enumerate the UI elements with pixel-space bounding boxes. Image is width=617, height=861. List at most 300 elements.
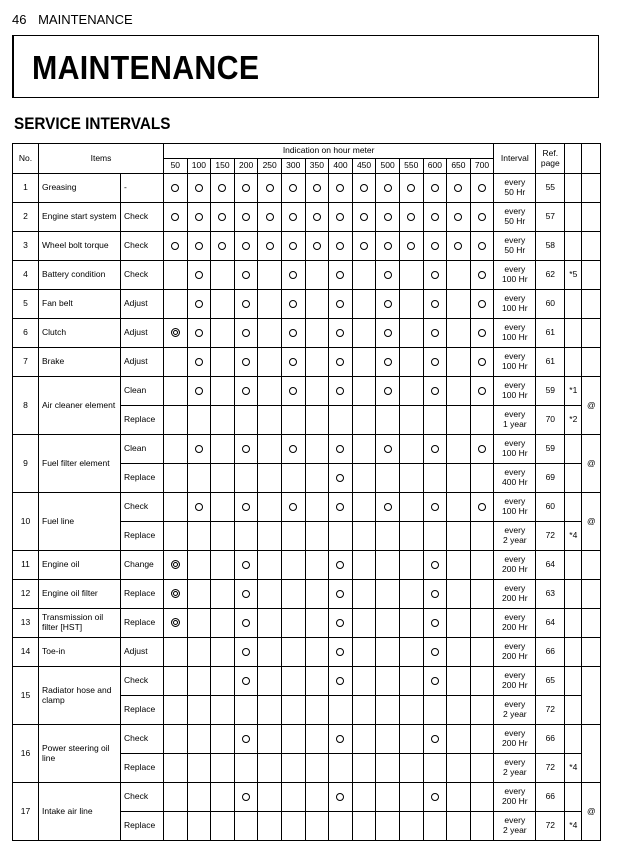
hour-cell bbox=[164, 174, 188, 203]
hour-cell bbox=[258, 203, 282, 232]
ref-page: 69 bbox=[536, 464, 565, 493]
hour-cell bbox=[447, 812, 471, 841]
interval-cell: every 50 Hr bbox=[494, 203, 536, 232]
item-action: Check bbox=[121, 725, 164, 754]
hour-cell bbox=[423, 319, 447, 348]
hour-cell bbox=[447, 667, 471, 696]
hour-cell bbox=[281, 261, 305, 290]
hour-cell bbox=[187, 754, 211, 783]
interval-cell: every 200 Hr bbox=[494, 783, 536, 812]
item-name: Fan belt bbox=[39, 290, 121, 319]
table-row bbox=[13, 493, 601, 522]
table-row bbox=[13, 319, 601, 348]
hour-cell bbox=[234, 754, 258, 783]
hour-cell bbox=[447, 319, 471, 348]
hour-cell bbox=[399, 580, 423, 609]
ref-page: 55 bbox=[536, 174, 565, 203]
circle-icon bbox=[195, 358, 203, 366]
item-action: Check bbox=[121, 667, 164, 696]
circle-icon bbox=[336, 619, 344, 627]
row-number: 11 bbox=[13, 551, 39, 580]
circle-icon bbox=[289, 358, 297, 366]
row-number: 5 bbox=[13, 290, 39, 319]
row-number: 6 bbox=[13, 319, 39, 348]
hour-cell bbox=[399, 261, 423, 290]
hour-cell bbox=[305, 464, 329, 493]
circle-icon bbox=[218, 213, 226, 221]
hour-cell bbox=[187, 319, 211, 348]
hour-cell bbox=[305, 435, 329, 464]
hour-cell bbox=[329, 609, 353, 638]
hour-cell bbox=[281, 696, 305, 725]
header-hour-meter: Indication on hour meter bbox=[164, 144, 494, 159]
hour-cell bbox=[376, 522, 400, 551]
hour-cell bbox=[329, 203, 353, 232]
hour-cell bbox=[470, 232, 494, 261]
hour-cell bbox=[234, 493, 258, 522]
hour-cell bbox=[447, 551, 471, 580]
circle-icon bbox=[407, 242, 415, 250]
circle-icon bbox=[242, 590, 250, 598]
hour-cell bbox=[352, 696, 376, 725]
circle-icon bbox=[289, 184, 297, 192]
circle-icon bbox=[242, 300, 250, 308]
circle-icon bbox=[289, 387, 297, 395]
circle-icon bbox=[384, 358, 392, 366]
item-name: Engine oil filter bbox=[39, 580, 121, 609]
item-name: Intake air line bbox=[39, 783, 121, 841]
item-action: Replace bbox=[121, 812, 164, 841]
hour-cell bbox=[352, 464, 376, 493]
hour-cell bbox=[329, 464, 353, 493]
hour-cell bbox=[234, 319, 258, 348]
hour-cell bbox=[187, 435, 211, 464]
hour-cell bbox=[187, 348, 211, 377]
hour-cell bbox=[234, 638, 258, 667]
interval-cell: every 100 Hr bbox=[494, 377, 536, 406]
hour-cell bbox=[447, 522, 471, 551]
header-note bbox=[565, 144, 582, 174]
hour-cell bbox=[447, 406, 471, 435]
note-mark bbox=[565, 580, 582, 609]
hour-cell bbox=[423, 783, 447, 812]
circle-icon bbox=[195, 184, 203, 192]
circle-icon bbox=[242, 271, 250, 279]
circle-icon bbox=[336, 561, 344, 569]
table-row bbox=[13, 667, 601, 696]
hour-cell bbox=[352, 174, 376, 203]
header-at bbox=[582, 144, 601, 174]
hour-cell bbox=[164, 319, 188, 348]
page-number: 46 bbox=[12, 12, 27, 27]
hour-cell bbox=[447, 725, 471, 754]
hour-cell bbox=[305, 754, 329, 783]
interval-cell: every 50 Hr bbox=[494, 174, 536, 203]
circle-icon bbox=[171, 242, 179, 250]
interval-cell: every 200 Hr bbox=[494, 725, 536, 754]
hour-cell bbox=[305, 696, 329, 725]
hour-cell bbox=[470, 493, 494, 522]
service-intervals-table bbox=[12, 143, 601, 841]
at-mark bbox=[582, 725, 601, 783]
hour-cell bbox=[258, 551, 282, 580]
hour-cell bbox=[329, 522, 353, 551]
item-action: Adjust bbox=[121, 638, 164, 667]
item-name: Air cleaner element bbox=[39, 377, 121, 435]
item-action: Replace bbox=[121, 696, 164, 725]
item-name: Wheel bolt torque bbox=[39, 232, 121, 261]
hour-cell bbox=[164, 232, 188, 261]
hour-cell bbox=[470, 203, 494, 232]
ref-page: 64 bbox=[536, 609, 565, 638]
hour-cell bbox=[258, 377, 282, 406]
hour-cell bbox=[470, 406, 494, 435]
circle-icon bbox=[171, 213, 179, 221]
hour-cell bbox=[234, 522, 258, 551]
hour-cell bbox=[305, 522, 329, 551]
header-hour-600: 600 bbox=[423, 159, 447, 174]
hour-cell bbox=[187, 725, 211, 754]
at-mark: @ bbox=[582, 493, 601, 551]
hour-cell bbox=[376, 348, 400, 377]
circle-icon bbox=[478, 503, 486, 511]
item-action: Change bbox=[121, 551, 164, 580]
hour-cell bbox=[423, 406, 447, 435]
circle-icon bbox=[289, 213, 297, 221]
hour-cell bbox=[423, 435, 447, 464]
hour-cell bbox=[423, 696, 447, 725]
hour-cell bbox=[305, 638, 329, 667]
circle-icon bbox=[478, 300, 486, 308]
at-mark: @ bbox=[582, 377, 601, 435]
hour-cell bbox=[211, 667, 235, 696]
circle-icon bbox=[431, 735, 439, 743]
circle-icon bbox=[336, 590, 344, 598]
hour-cell bbox=[281, 232, 305, 261]
hour-cell bbox=[305, 493, 329, 522]
interval-cell: every 2 year bbox=[494, 696, 536, 725]
hour-cell bbox=[187, 609, 211, 638]
at-mark bbox=[582, 261, 601, 290]
hour-cell bbox=[399, 638, 423, 667]
hour-cell bbox=[329, 580, 353, 609]
circle-icon bbox=[384, 242, 392, 250]
hour-cell bbox=[234, 464, 258, 493]
double-circle-icon bbox=[171, 560, 180, 569]
interval-cell: every 100 Hr bbox=[494, 261, 536, 290]
hour-cell bbox=[470, 609, 494, 638]
hour-cell bbox=[329, 377, 353, 406]
note-mark bbox=[565, 638, 582, 667]
hour-cell bbox=[281, 290, 305, 319]
hour-cell bbox=[211, 348, 235, 377]
at-mark bbox=[582, 174, 601, 203]
hour-cell bbox=[164, 522, 188, 551]
hour-cell bbox=[470, 696, 494, 725]
hour-cell bbox=[423, 580, 447, 609]
section-title: SERVICE INTERVALS bbox=[14, 114, 171, 133]
header-ref-page: Ref. page bbox=[536, 144, 565, 174]
item-action: Check bbox=[121, 783, 164, 812]
hour-cell bbox=[447, 203, 471, 232]
circle-icon bbox=[431, 387, 439, 395]
hour-cell bbox=[329, 174, 353, 203]
hour-cell bbox=[399, 493, 423, 522]
hour-cell bbox=[399, 377, 423, 406]
hour-cell bbox=[470, 464, 494, 493]
circle-icon bbox=[431, 561, 439, 569]
circle-icon bbox=[336, 329, 344, 337]
circle-icon bbox=[384, 213, 392, 221]
note-mark: *4 bbox=[565, 522, 582, 551]
hour-cell bbox=[470, 261, 494, 290]
table-row bbox=[13, 174, 601, 203]
hour-cell bbox=[258, 609, 282, 638]
circle-icon bbox=[431, 213, 439, 221]
item-name: Fuel filter element bbox=[39, 435, 121, 493]
hour-cell bbox=[399, 783, 423, 812]
circle-icon bbox=[336, 445, 344, 453]
note-mark bbox=[565, 174, 582, 203]
hour-cell bbox=[470, 319, 494, 348]
hour-cell bbox=[447, 638, 471, 667]
circle-icon bbox=[478, 445, 486, 453]
hour-cell bbox=[305, 551, 329, 580]
hour-cell bbox=[281, 493, 305, 522]
circle-icon bbox=[195, 213, 203, 221]
item-action: - bbox=[121, 174, 164, 203]
circle-icon bbox=[431, 590, 439, 598]
circle-icon bbox=[195, 271, 203, 279]
hour-cell bbox=[470, 667, 494, 696]
title-box bbox=[12, 35, 599, 98]
note-mark bbox=[565, 667, 582, 696]
hour-cell bbox=[423, 609, 447, 638]
hour-cell bbox=[399, 290, 423, 319]
hour-cell bbox=[234, 406, 258, 435]
note-mark bbox=[565, 725, 582, 754]
hour-cell bbox=[281, 609, 305, 638]
circle-icon bbox=[431, 445, 439, 453]
note-mark bbox=[565, 348, 582, 377]
circle-icon bbox=[242, 735, 250, 743]
hour-cell bbox=[447, 464, 471, 493]
hour-cell bbox=[470, 754, 494, 783]
hour-cell bbox=[376, 464, 400, 493]
header-interval: Interval bbox=[494, 144, 536, 174]
circle-icon bbox=[218, 242, 226, 250]
interval-cell: every 100 Hr bbox=[494, 435, 536, 464]
circle-icon bbox=[242, 242, 250, 250]
hour-cell bbox=[352, 522, 376, 551]
ref-page: 59 bbox=[536, 377, 565, 406]
at-mark bbox=[582, 290, 601, 319]
hour-cell bbox=[281, 551, 305, 580]
hour-cell bbox=[211, 638, 235, 667]
table-row bbox=[13, 725, 601, 754]
hour-cell bbox=[376, 638, 400, 667]
hour-cell bbox=[164, 609, 188, 638]
circle-icon bbox=[195, 445, 203, 453]
hour-cell bbox=[352, 725, 376, 754]
hour-cell bbox=[423, 377, 447, 406]
hour-cell bbox=[164, 261, 188, 290]
hour-cell bbox=[470, 522, 494, 551]
item-action: Replace bbox=[121, 580, 164, 609]
hour-cell bbox=[352, 319, 376, 348]
hour-cell bbox=[376, 609, 400, 638]
hour-cell bbox=[305, 319, 329, 348]
hour-cell bbox=[211, 754, 235, 783]
hour-cell bbox=[329, 261, 353, 290]
row-number: 1 bbox=[13, 174, 39, 203]
hour-cell bbox=[211, 609, 235, 638]
hour-cell bbox=[423, 174, 447, 203]
ref-page: 60 bbox=[536, 290, 565, 319]
hour-cell bbox=[399, 174, 423, 203]
hour-cell bbox=[281, 174, 305, 203]
circle-icon bbox=[242, 358, 250, 366]
hour-cell bbox=[258, 406, 282, 435]
item-name: Greasing bbox=[39, 174, 121, 203]
table-row bbox=[13, 783, 601, 812]
hour-cell bbox=[423, 261, 447, 290]
hour-cell bbox=[187, 493, 211, 522]
hour-cell bbox=[164, 551, 188, 580]
circle-icon bbox=[360, 213, 368, 221]
at-mark bbox=[582, 319, 601, 348]
hour-cell bbox=[305, 348, 329, 377]
interval-cell: every 200 Hr bbox=[494, 551, 536, 580]
circle-icon bbox=[407, 184, 415, 192]
note-mark bbox=[565, 493, 582, 522]
hour-cell bbox=[470, 580, 494, 609]
circle-icon bbox=[266, 184, 274, 192]
header-hour-650: 650 bbox=[447, 159, 471, 174]
circle-icon bbox=[289, 503, 297, 511]
hour-cell bbox=[447, 609, 471, 638]
interval-cell: every 2 year bbox=[494, 754, 536, 783]
hour-cell bbox=[211, 696, 235, 725]
hour-cell bbox=[187, 638, 211, 667]
hour-cell bbox=[211, 783, 235, 812]
ref-page: 66 bbox=[536, 783, 565, 812]
hour-cell bbox=[234, 261, 258, 290]
hour-cell bbox=[376, 493, 400, 522]
ref-page: 72 bbox=[536, 696, 565, 725]
header-no: No. bbox=[13, 144, 39, 174]
ref-page: 61 bbox=[536, 319, 565, 348]
hour-cell bbox=[187, 580, 211, 609]
hour-cell bbox=[352, 609, 376, 638]
hour-cell bbox=[329, 754, 353, 783]
circle-icon bbox=[195, 387, 203, 395]
circle-icon bbox=[478, 271, 486, 279]
circle-icon bbox=[478, 329, 486, 337]
circle-icon bbox=[242, 184, 250, 192]
circle-icon bbox=[336, 735, 344, 743]
hour-cell bbox=[329, 812, 353, 841]
hour-cell bbox=[211, 290, 235, 319]
circle-icon bbox=[336, 300, 344, 308]
hour-cell bbox=[470, 551, 494, 580]
table-row bbox=[13, 609, 601, 638]
circle-icon bbox=[431, 271, 439, 279]
hour-cell bbox=[234, 551, 258, 580]
circle-icon bbox=[454, 242, 462, 250]
circle-icon bbox=[431, 648, 439, 656]
circle-icon bbox=[195, 329, 203, 337]
item-action: Adjust bbox=[121, 319, 164, 348]
hour-cell bbox=[164, 696, 188, 725]
hour-cell bbox=[470, 377, 494, 406]
ref-page: 58 bbox=[536, 232, 565, 261]
hour-cell bbox=[187, 812, 211, 841]
hour-cell bbox=[352, 551, 376, 580]
ref-page: 64 bbox=[536, 551, 565, 580]
hour-cell bbox=[211, 493, 235, 522]
hour-cell bbox=[352, 580, 376, 609]
hour-cell bbox=[399, 464, 423, 493]
hour-cell bbox=[423, 203, 447, 232]
item-name: Transmission oil filter [HST] bbox=[39, 609, 121, 638]
hour-cell bbox=[376, 754, 400, 783]
circle-icon bbox=[336, 387, 344, 395]
row-number: 16 bbox=[13, 725, 39, 783]
circle-icon bbox=[431, 677, 439, 685]
header-hour-400: 400 bbox=[329, 159, 353, 174]
hour-cell bbox=[234, 783, 258, 812]
hour-cell bbox=[470, 812, 494, 841]
circle-icon bbox=[242, 387, 250, 395]
hour-cell bbox=[164, 667, 188, 696]
hour-cell bbox=[376, 667, 400, 696]
hour-cell bbox=[234, 203, 258, 232]
note-mark bbox=[565, 319, 582, 348]
item-name: Clutch bbox=[39, 319, 121, 348]
hour-cell bbox=[399, 348, 423, 377]
hour-cell bbox=[281, 406, 305, 435]
hour-cell bbox=[399, 203, 423, 232]
hour-cell bbox=[447, 580, 471, 609]
hour-cell bbox=[305, 174, 329, 203]
circle-icon bbox=[384, 271, 392, 279]
ref-page: 62 bbox=[536, 261, 565, 290]
hour-cell bbox=[211, 522, 235, 551]
hour-cell bbox=[329, 725, 353, 754]
circle-icon bbox=[407, 213, 415, 221]
hour-cell bbox=[234, 609, 258, 638]
hour-cell bbox=[352, 261, 376, 290]
at-mark bbox=[582, 232, 601, 261]
hour-cell bbox=[423, 754, 447, 783]
item-name: Engine start system bbox=[39, 203, 121, 232]
item-name: Brake bbox=[39, 348, 121, 377]
row-number: 4 bbox=[13, 261, 39, 290]
ref-page: 60 bbox=[536, 493, 565, 522]
hour-cell bbox=[447, 174, 471, 203]
hour-cell bbox=[187, 783, 211, 812]
circle-icon bbox=[431, 329, 439, 337]
row-number: 8 bbox=[13, 377, 39, 435]
hour-cell bbox=[376, 232, 400, 261]
hour-cell bbox=[281, 464, 305, 493]
hour-cell bbox=[352, 377, 376, 406]
hour-cell bbox=[423, 812, 447, 841]
hour-cell bbox=[281, 348, 305, 377]
hour-cell bbox=[305, 725, 329, 754]
hour-cell bbox=[258, 696, 282, 725]
